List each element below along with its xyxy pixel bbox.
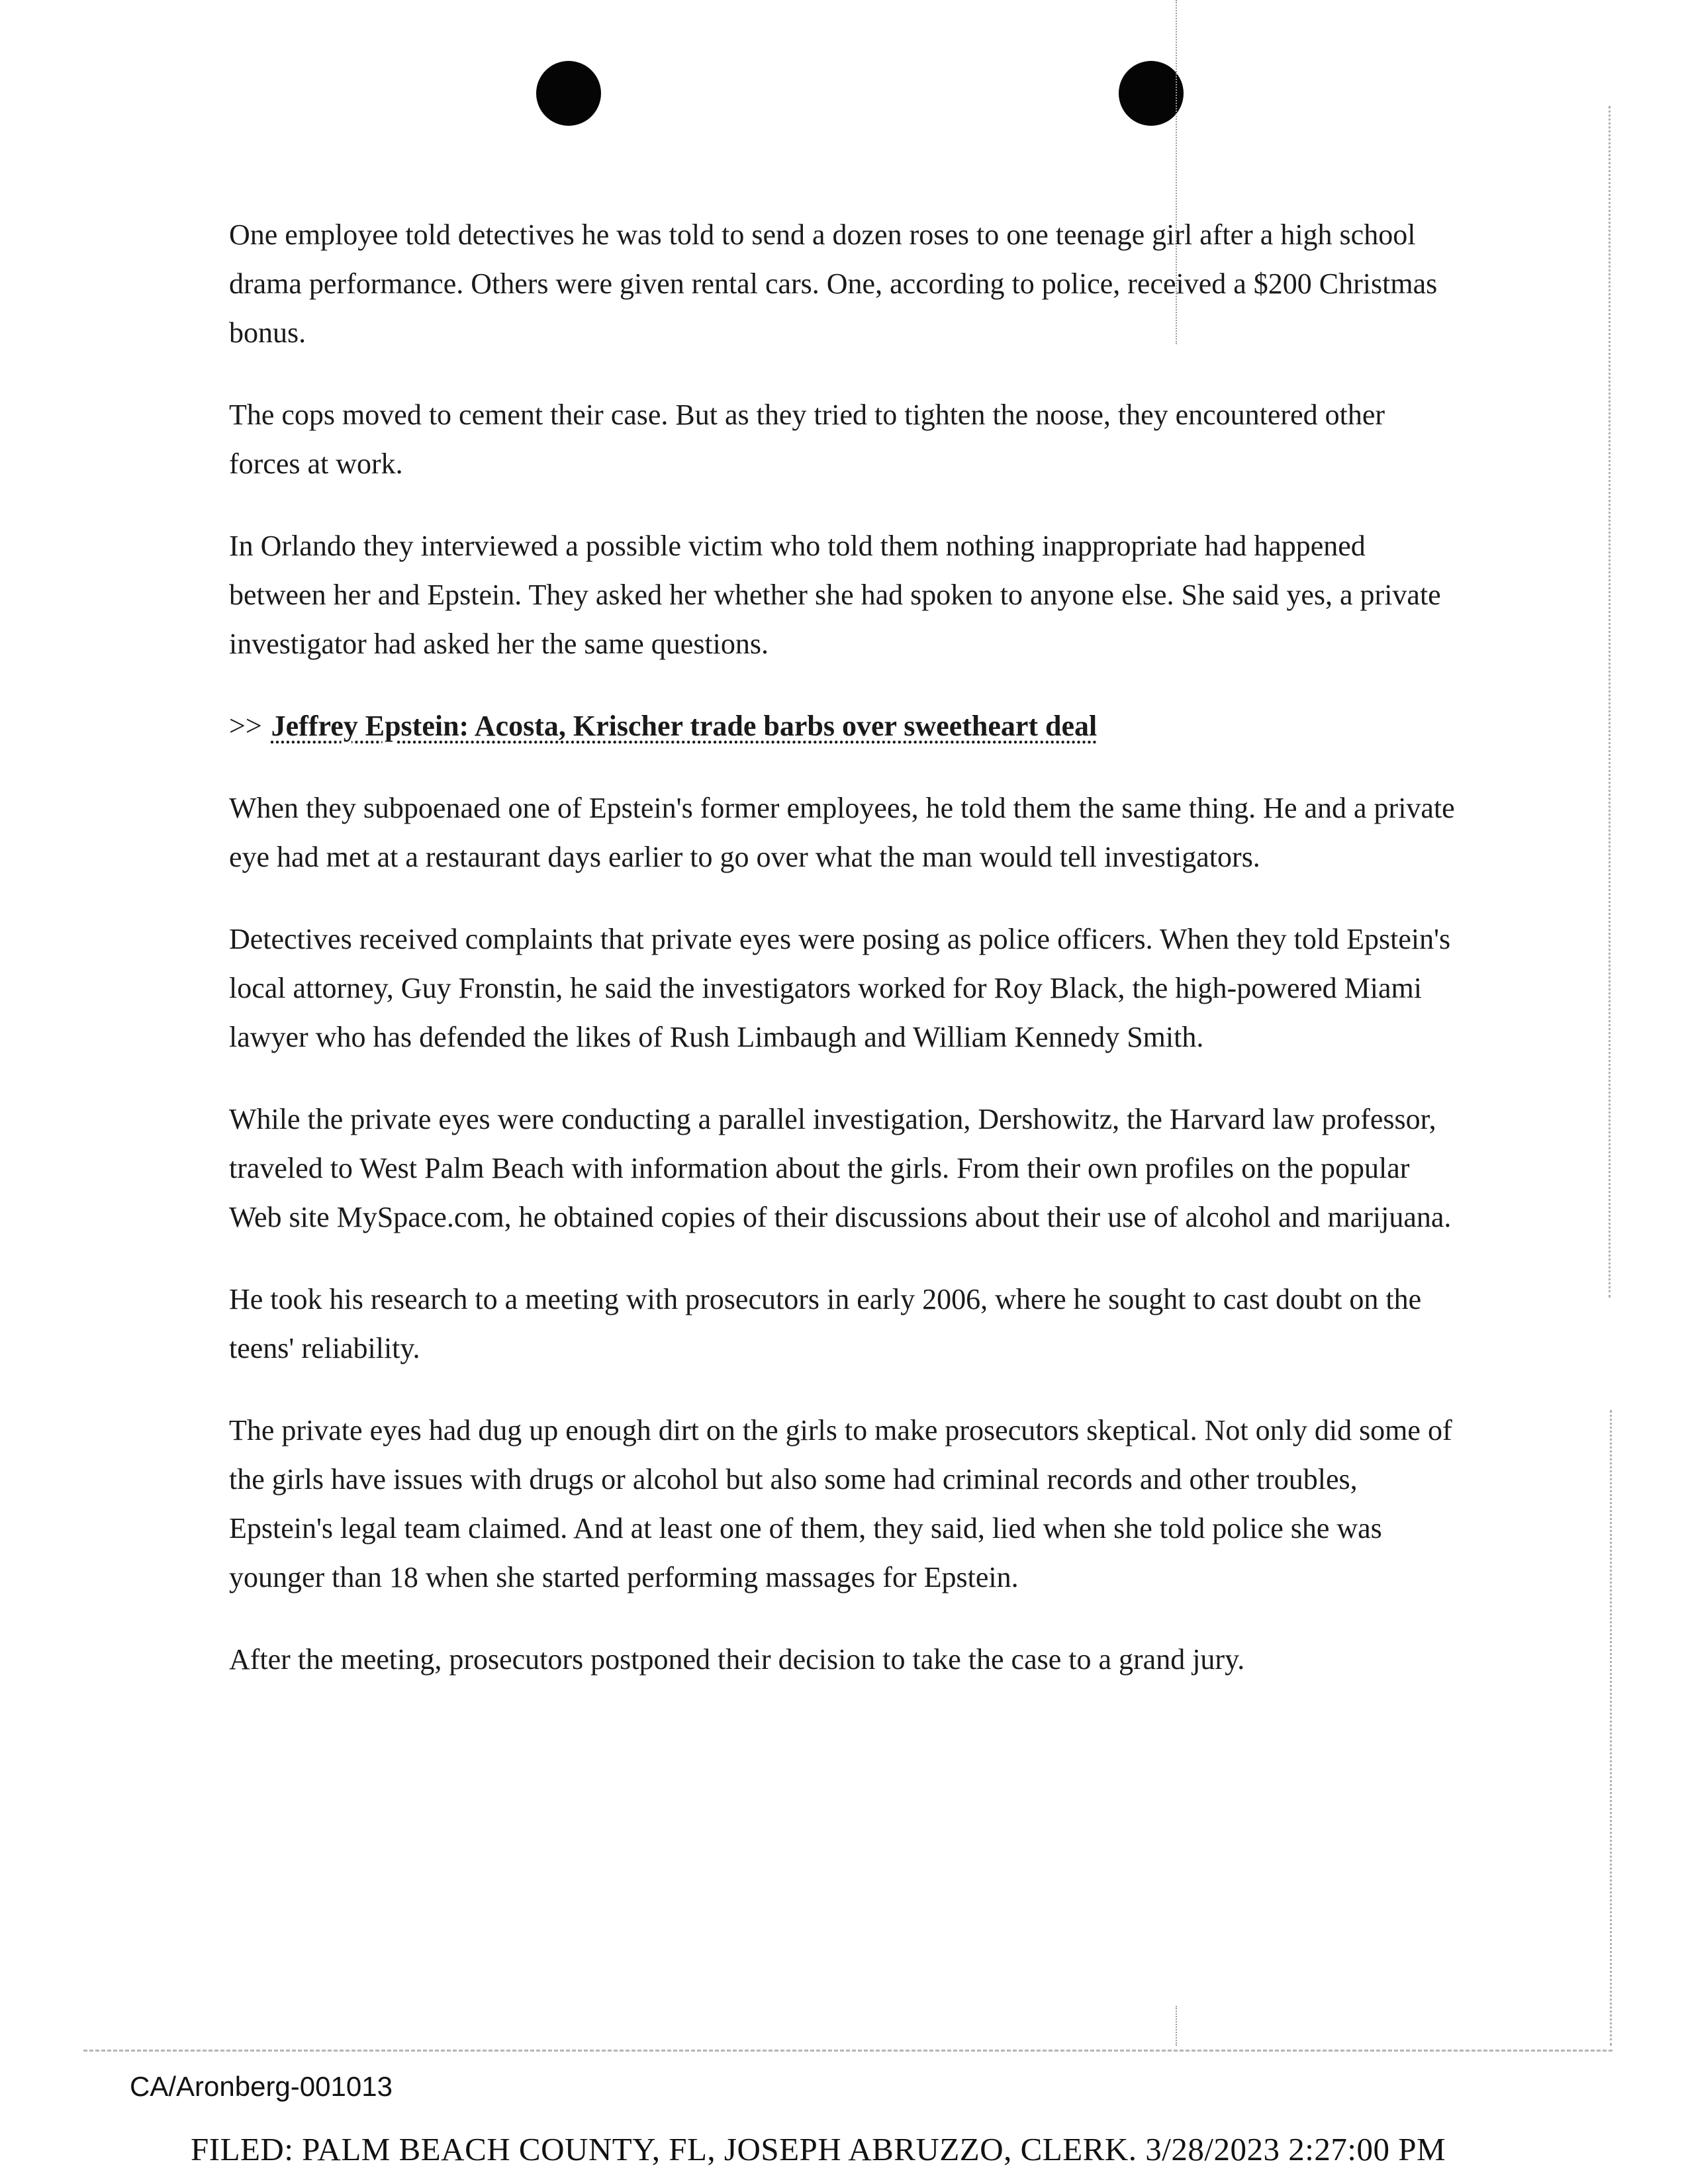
article-paragraph: After the meeting, prosecutors postponed their decision to take the case to a grand jury. — [229, 1643, 1245, 1676]
article-body — [229, 211, 1460, 1717]
article-paragraph: When they subpoenaed one of Epstein's former employees, he told them the same thing. He and a private eye had met at a restaurant days earlier to go over what the man would tell investigators. — [229, 792, 1455, 873]
article-paragraph: In Orlando they interviewed a possible victim who told them nothing inappropriate had happened between her and Epstein. They asked her whether she had spoken to anyone else. She said yes, a private investigator had asked her the same questions. — [229, 530, 1441, 660]
article-paragraph: While the private eyes were conducting a parallel investigation, Dershowitz, the Harvard law professor, traveled to West Palm Beach with information about the girls. From their own profiles on the popular Web site MySpace.com, he obtained copies of their discussions about their use of alcohol and marijuana. — [229, 1103, 1452, 1233]
scan-artifact-rule — [83, 2050, 1613, 2052]
article-paragraph: He took his research to a meeting with prosecutors in early 2006, where he sought to cast doubt on the teens' reliability. — [229, 1283, 1422, 1364]
scan-artifact-line — [1176, 2006, 1177, 2046]
related-article-link-row — [229, 702, 1460, 751]
bates-number: CA/Aronberg-001013 — [130, 2071, 393, 2102]
scan-artifact-line — [1610, 1410, 1612, 2046]
article-paragraph: The cops moved to cement their case. But as they tried to tighten the noose, they encountered other forces at work. — [229, 399, 1385, 480]
article-paragraph: The private eyes had dug up enough dirt on the girls to make prosecutors skeptical. Not only did some of the girls have issues with drugs or alcohol but also some had criminal records and other troubles, Epstein's legal team claimed. And at least one of them, they said, lied when she told police she was younger than 18 when she started performing massages for Epstein. — [229, 1414, 1452, 1593]
filed-stamp: FILED: PALM BEACH COUNTY, FL, JOSEPH ABRUZZO, CLERK. 3/28/2023 2:27:00 PM — [191, 2131, 1446, 2167]
related-article-link[interactable]: Jeffrey Epstein: Acosta, Krischer trade barbs over sweetheart deal — [271, 710, 1098, 742]
scan-artifact-line — [1609, 106, 1611, 1298]
article-paragraph: One employee told detectives he was told to send a dozen roses to one teenage girl after a high school drama performance. Others were given rental cars. One, according to police, received a $200 Christmas bonus. — [229, 218, 1438, 349]
article-paragraph: Detectives received complaints that private eyes were posing as police officers. When they told Epstein's local attorney, Guy Fronstin, he said the investigators worked for Roy Black, the high-powered Miami lawyer who has defended the likes of Rush Limbaugh and William Kennedy Smith. — [229, 923, 1451, 1053]
punch-hole-left — [536, 61, 601, 126]
related-link-arrow: >> — [229, 710, 262, 742]
punch-hole-right — [1119, 61, 1184, 126]
